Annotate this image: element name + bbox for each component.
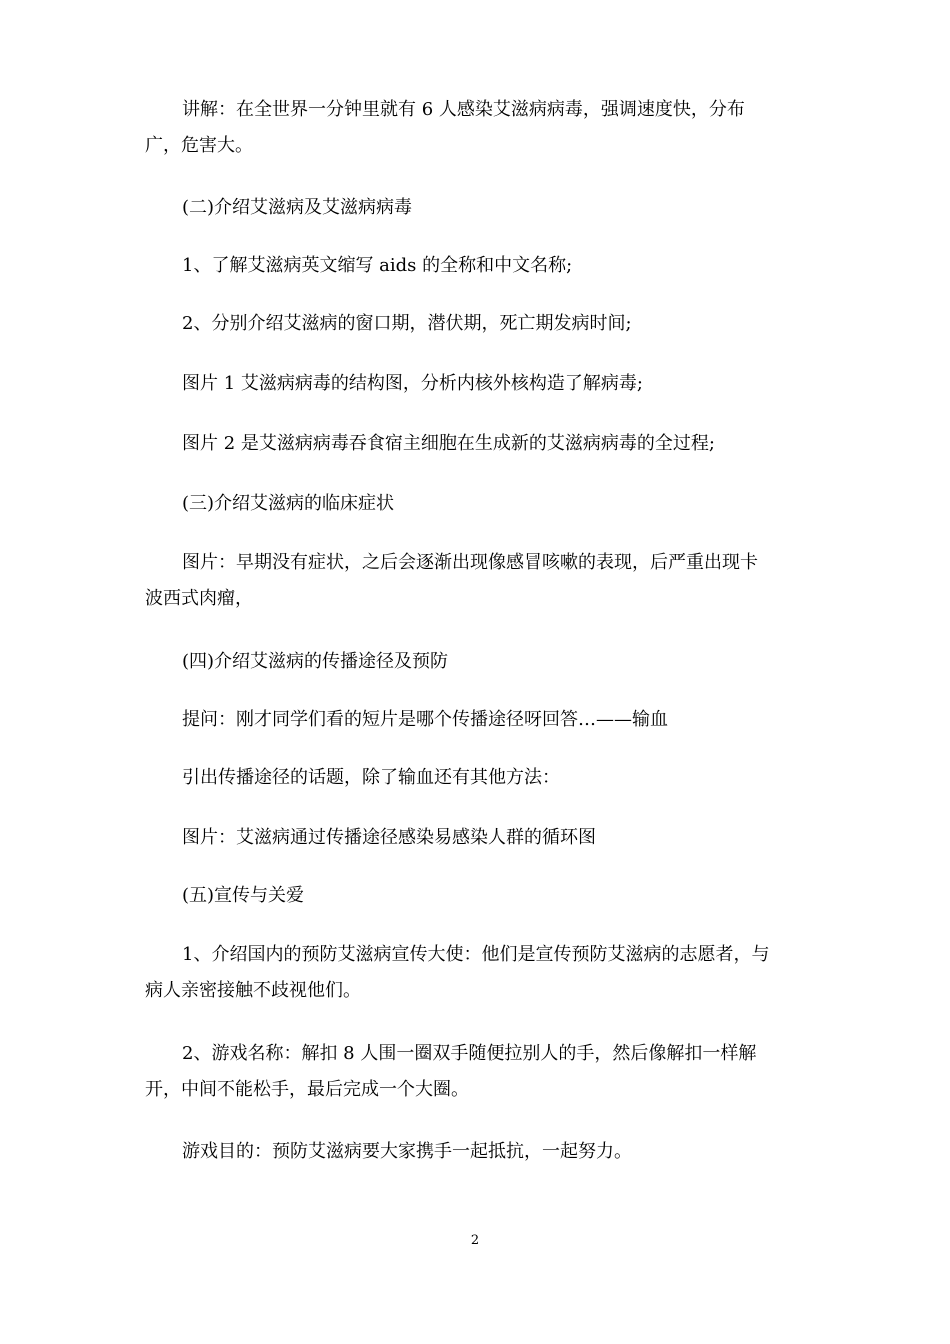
paragraph-line: 广，危害大。: [145, 135, 253, 156]
paragraph-line: (五)宣传与关爱: [182, 885, 305, 906]
paragraph: [145, 486, 810, 522]
paragraph-line: 图片：艾滋病通过传播途径感染易感染人群的循环图: [182, 827, 596, 848]
paragraph-line: 图片 2 是艾滋病病毒吞食宿主细胞在生成新的艾滋病病毒的全过程;: [182, 433, 715, 454]
paragraph-line: 图片：早期没有症状，之后会逐渐出现像感冒咳嗽的表现，后严重出现卡: [182, 552, 758, 573]
paragraph: [145, 366, 810, 402]
paragraph-line: 1、介绍国内的预防艾滋病宣传大使：他们是宣传预防艾滋病的志愿者，与: [182, 944, 770, 965]
paragraph-line: (四)介绍艾滋病的传播途径及预防: [182, 651, 449, 672]
paragraph: [145, 248, 810, 284]
paragraph-line: (三)介绍艾滋病的临床症状: [182, 493, 395, 514]
paragraph-line: 2、分别介绍艾滋病的窗口期，潜伏期，死亡期发病时间;: [182, 313, 632, 334]
paragraph-line: 开，中间不能松手，最后完成一个大圈。: [145, 1079, 469, 1100]
paragraph-line: 提问：刚才同学们看的短片是哪个传播途径呀回答…——输血: [182, 709, 668, 730]
paragraph: [145, 878, 810, 914]
paragraph: [145, 190, 810, 226]
paragraph-line: (二)介绍艾滋病及艾滋病病毒: [182, 197, 413, 218]
paragraph: [145, 92, 810, 164]
paragraph: [145, 545, 810, 617]
paragraph-line: 引出传播途径的话题，除了输血还有其他方法：: [182, 767, 560, 788]
paragraph: [145, 820, 810, 856]
paragraph: [145, 426, 810, 462]
paragraph: [145, 702, 810, 738]
paragraph: [145, 1134, 810, 1170]
paragraph: [145, 1036, 810, 1108]
paragraph-line: 1、了解艾滋病英文缩写 aids 的全称和中文名称;: [182, 255, 573, 276]
paragraph-line: 讲解：在全世界一分钟里就有 6 人感染艾滋病病毒，强调速度快，分布: [182, 99, 745, 120]
paragraph-line: 2、游戏名称：解扣 8 人围一圈双手随便拉别人的手，然后像解扣一样解: [182, 1043, 757, 1064]
paragraph-line: 图片 1 艾滋病病毒的结构图，分析内核外核构造了解病毒;: [182, 373, 643, 394]
paragraph-line: 游戏目的：预防艾滋病要大家携手一起抵抗，一起努力。: [182, 1141, 632, 1162]
page-number: 2: [470, 1233, 480, 1248]
paragraph: [145, 306, 810, 342]
paragraph: [145, 644, 810, 680]
paragraph: [145, 760, 810, 796]
paragraph: [145, 937, 810, 1009]
paragraph-line: 病人亲密接触不歧视他们。: [145, 980, 361, 1001]
paragraph-line: 波西式肉瘤，: [145, 588, 253, 609]
